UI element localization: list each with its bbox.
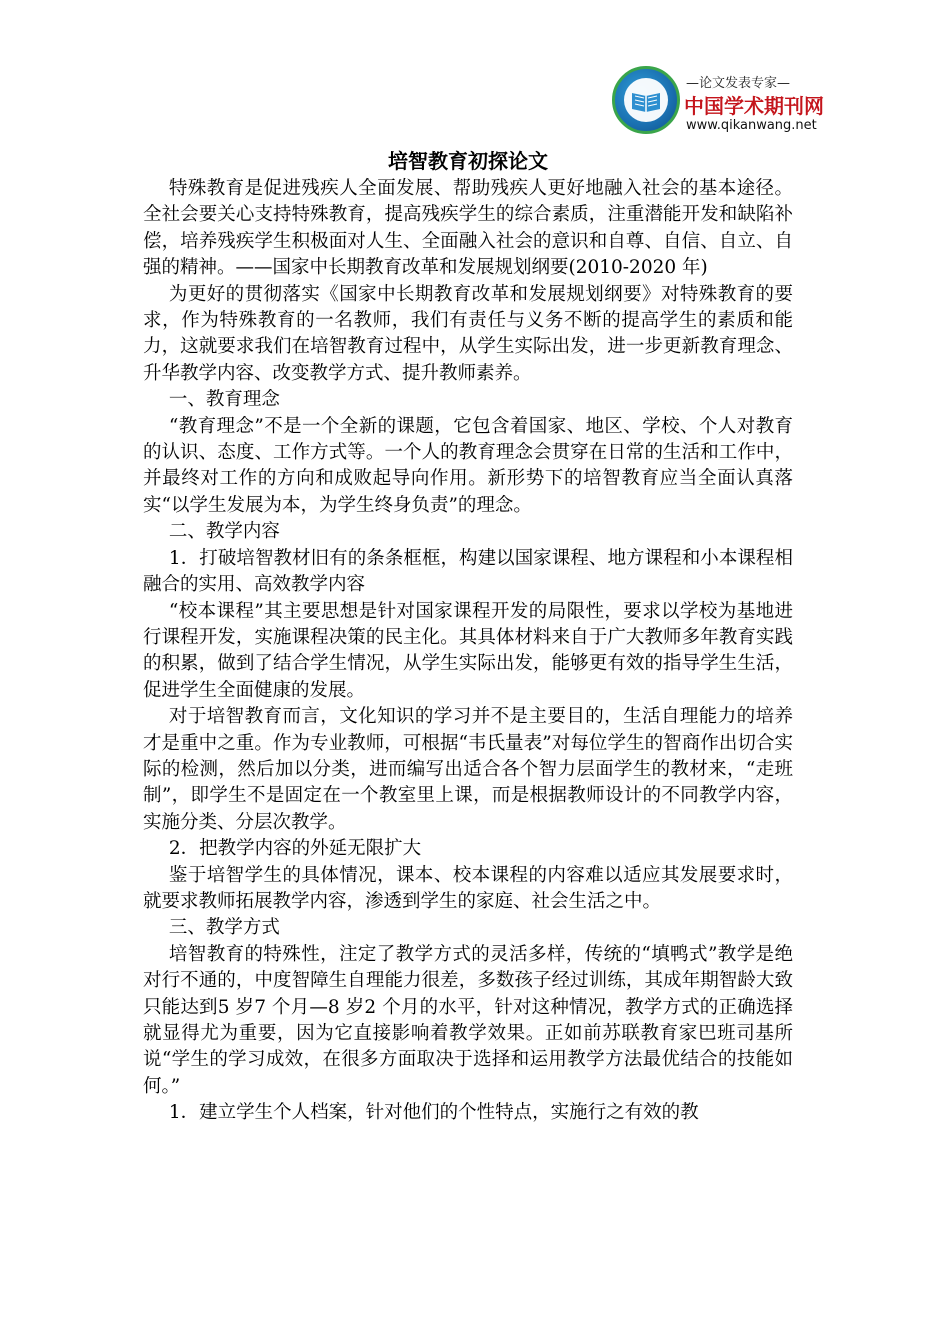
subsection-heading: 1．打破培智教材旧有的条条框框，构建以国家课程、地方课程和小本课程相融合的实用、高效教学内容: [143, 547, 793, 596]
logo-slogan: —论文发表专家—: [686, 76, 791, 91]
document-body: [143, 146, 793, 1127]
paragraph: “校本课程”其主要思想是针对国家课程开发的局限性，要求以学校为基地进行课程开发，实施课程决策的民主化。其具体材料来自于广大教师多年教育实践的积累，做到了结合学生情况，从学生实际出发，能够更有效的指导学生生活，促进学生全面健康的发展。: [143, 600, 793, 701]
subsection-heading: 2．把教学内容的外延无限扩大: [168, 838, 422, 860]
book-emblem-icon: [612, 66, 680, 134]
paragraph: 为更好的贯彻落实《国家中长期教育改革和发展规划纲要》对特殊教育的要求，作为特殊教育的一名教师，我们有责任与义务不断的提高学生的素质和能力，这就要求我们在培智教育过程中，从学生实际出发，进一步更新教育理念、升华教学内容、改变教学方式、提升教师素养。: [143, 283, 793, 384]
section-heading: 二、教学内容: [168, 521, 280, 543]
site-logo: [612, 66, 822, 140]
document-title: 培智教育初探论文: [388, 149, 548, 173]
paragraph: “教育理念”不是一个全新的课题，它包含着国家、地区、学校、个人对教育的认识、态度、工作方式等。一个人的教育理念会贯穿在日常的生活和工作中，并最终对工作的方向和成败起导向作用。新形势下的培智教育应当全面认真落实“以学生发展为本，为学生终身负责”的理念。: [143, 415, 793, 516]
subsection-heading: 1．建立学生个人档案，针对他们的个性特点，实施行之有效的教: [168, 1102, 699, 1124]
section-heading: 三、教学方式: [168, 917, 280, 939]
paragraph: 特殊教育是促进残疾人全面发展、帮助残疾人更好地融入社会的基本途径。全社会要关心支持特殊教育，提高残疾学生的综合素质，注重潜能开发和缺陷补偿，培养残疾学生积极面对人生、全面融入社会的意识和自尊、自信、自立、自强的精神。——国家中长期教育改革和发展规划纲要(2010-2020 年): [143, 178, 793, 279]
logo-name: 中国学术期刊网: [684, 94, 824, 118]
paragraph: 培智教育的特殊性，注定了教学方式的灵活多样，传统的“填鸭式”教学是绝对行不通的，中度智障生自理能力很差，多数孩子经过训练，其成年期智龄大致只能达到5 岁7 个月—8 岁2 个月的水平，针对这种情况，教学方式的正确选择就显得尤为重要，因为它直接影响着教学效果。正如前苏联教育家巴班司基所说“学生的学习成效，在很多方面取决于选择和运用教学方法最优结合的技能如何。”: [143, 943, 793, 1097]
paragraph: 对于培智教育而言，文化知识的学习并不是主要目的，生活自理能力的培养才是重中之重。作为专业教师，可根据“韦氏量表”对每位学生的智商作出切合实际的检测，然后加以分类，进而编写出适合各个智力层面学生的教材来，“走班制”，即学生不是固定在一个教室里上课，而是根据教师设计的不同教学内容，实施分类、分层次教学。: [143, 706, 793, 833]
logo-url: www.qikanwang.net: [686, 118, 817, 133]
section-heading: 一、教育理念: [168, 389, 280, 411]
paragraph: 鉴于培智学生的具体情况，课本、校本课程的内容难以适应其发展要求时，就要求教师拓展教学内容，渗透到学生的家庭、社会生活之中。: [143, 864, 793, 912]
